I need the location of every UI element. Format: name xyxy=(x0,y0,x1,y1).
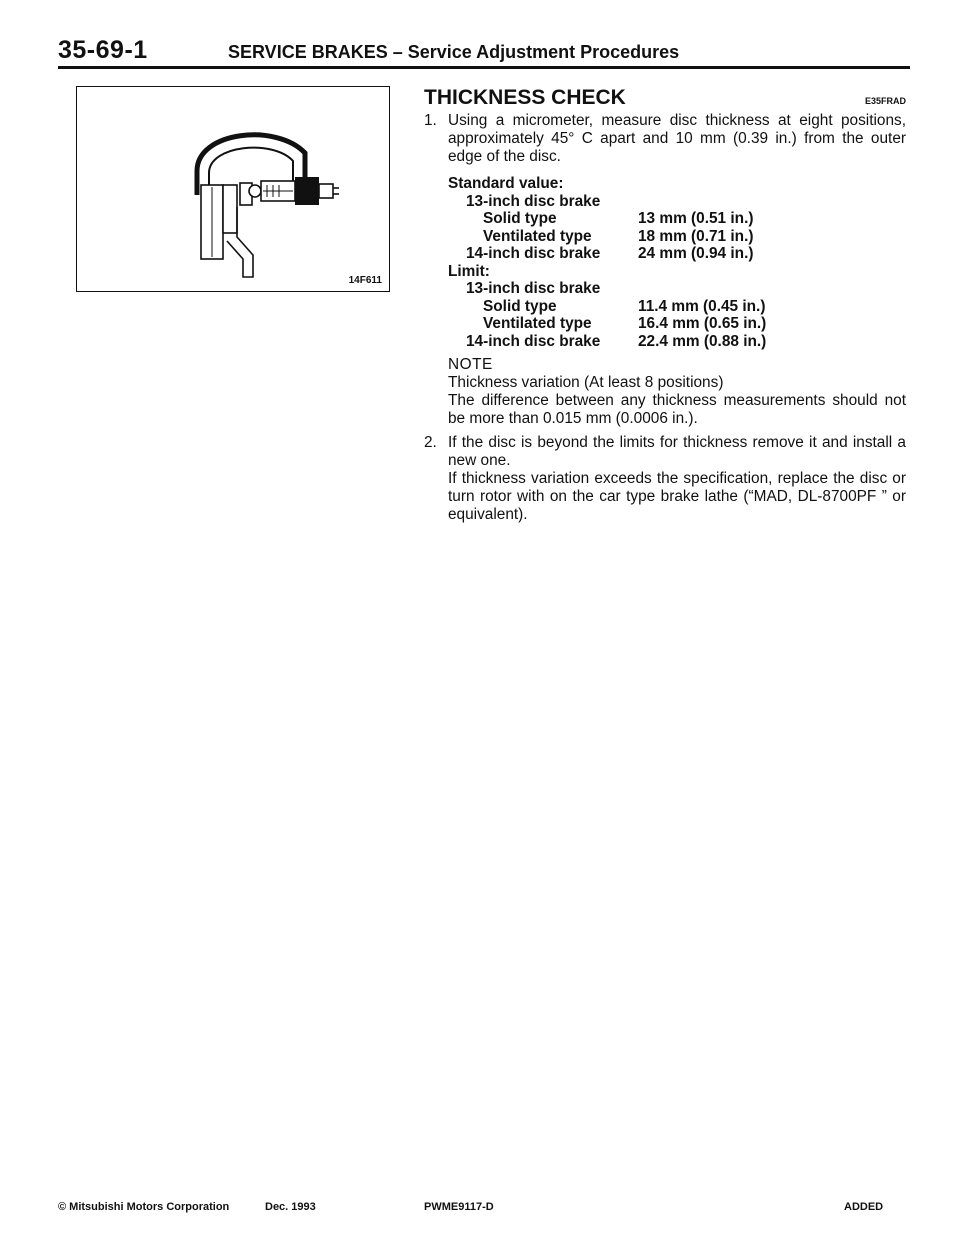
step-1 xyxy=(424,112,906,428)
limit-ventilated-value: 16.4 mm (0.65 in.) xyxy=(638,315,767,332)
standard-ventilated-value: 18 mm (0.71 in.) xyxy=(638,227,754,245)
step-1-number: 1. xyxy=(424,112,437,129)
standard-14-inch-label: 14-inch disc brake xyxy=(466,245,601,262)
limit-13-inch-label: 13-inch disc brake xyxy=(466,280,601,297)
section-code: E35FRAD xyxy=(864,96,906,106)
spec-block xyxy=(448,175,906,350)
section-heading: THICKNESS CHECK xyxy=(424,86,626,109)
standard-ventilated-label: Ventilated type xyxy=(483,227,592,245)
page-number: 35-69-1 xyxy=(58,36,148,64)
footer-copyright: © Mitsubishi Motors Corporation xyxy=(58,1201,230,1213)
limit-14-inch-value: 22.4 mm (0.88 in.) xyxy=(638,332,767,350)
standard-value-title: Standard value: xyxy=(448,175,564,192)
standard-solid-label: Solid type xyxy=(483,210,557,227)
footer-status: ADDED xyxy=(844,1201,884,1213)
header-rule xyxy=(58,66,910,69)
note-line-1: Thickness variation (At least 8 positions) xyxy=(448,374,724,391)
step-2-text-2: If thickness variation exceeds the specification, replace the disc or turn rotor with on the car type brake lathe (“MAD, DL-8700PF ” or equivalent). xyxy=(448,470,906,523)
limit-14-inch-label: 14-inch disc brake xyxy=(466,332,601,350)
step-2 xyxy=(424,434,906,524)
figure-code: 14F611 xyxy=(348,275,382,286)
standard-13-inch-label: 13-inch disc brake xyxy=(466,192,601,210)
step-1-text: Using a micrometer, measure disc thickness at eight positions, approximately 45° C apart and 10 mm (0.39 in.) from the outer edge of the disc. xyxy=(448,112,906,165)
limit-ventilated-label: Ventilated type xyxy=(483,315,592,332)
standard-solid-value: 13 mm (0.51 in.) xyxy=(638,210,754,227)
thickness-check-section xyxy=(424,86,906,524)
standard-14-inch-value: 24 mm (0.94 in.) xyxy=(638,245,754,262)
section-title: SERVICE BRAKES – Service Adjustment Procedures xyxy=(228,42,680,62)
note-title: NOTE xyxy=(448,356,493,373)
footer-doc-code: PWME9117-D xyxy=(424,1201,494,1213)
figure-box xyxy=(76,86,390,292)
limit-solid-label: Solid type xyxy=(483,297,557,315)
step-2-text-1: If the disc is beyond the limits for thickness remove it and install a new one. xyxy=(448,434,906,469)
footer-date: Dec. 1993 xyxy=(265,1201,316,1213)
micrometer-illustration xyxy=(77,87,389,291)
note-line-2: The difference between any thickness measurements should not be more than 0.015 mm (0.0006 in.). xyxy=(448,392,906,427)
limit-solid-value: 11.4 mm (0.45 in.) xyxy=(638,297,766,315)
step-2-number: 2. xyxy=(424,434,437,451)
limit-title: Limit: xyxy=(448,262,490,280)
